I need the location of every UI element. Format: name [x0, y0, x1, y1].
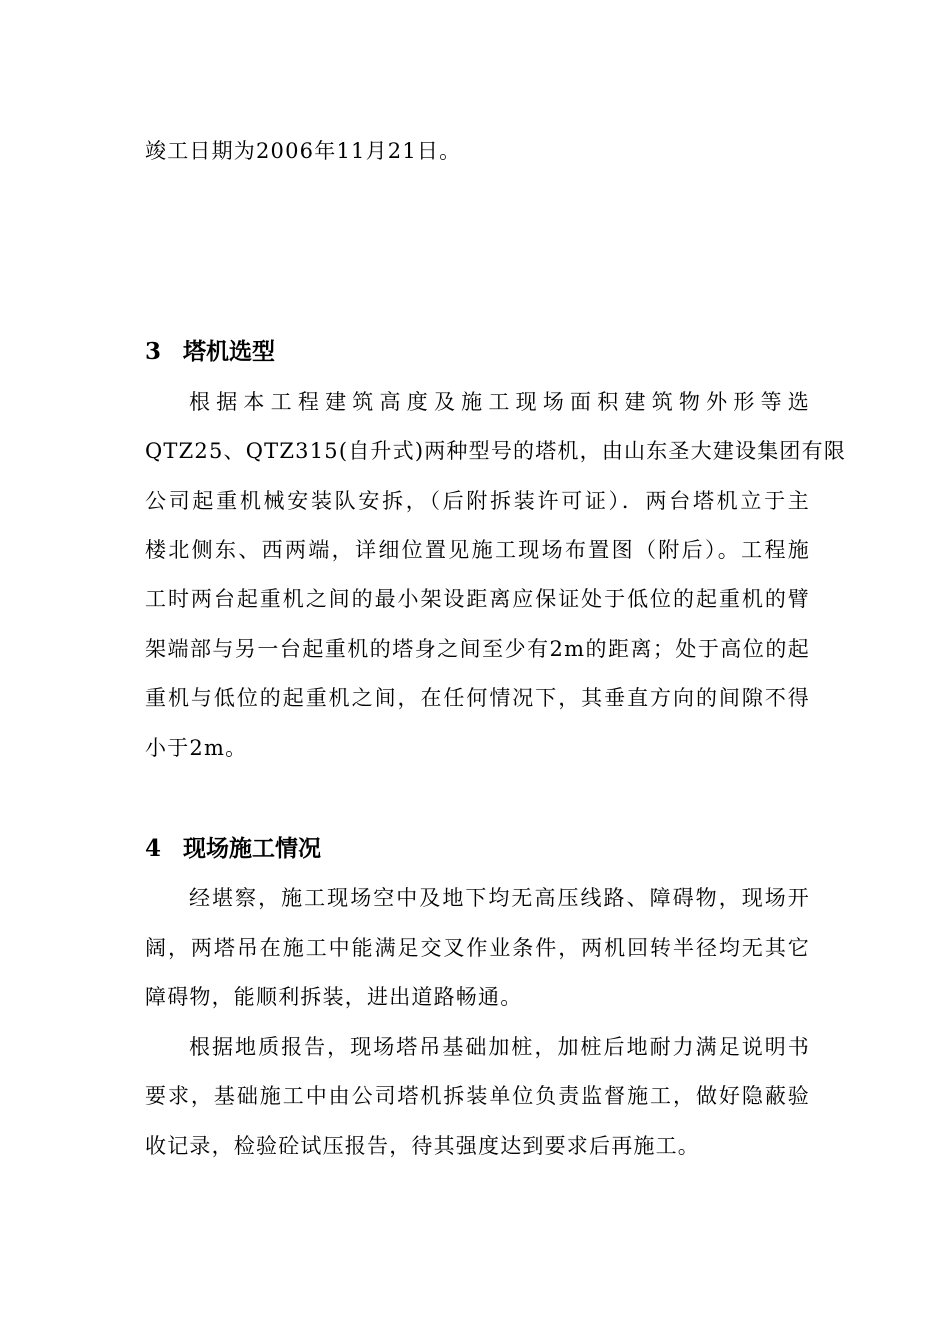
section-3-number: 3 [145, 338, 162, 365]
section-3-line-5: 工时两台起重机之间的最小架设距离应保证处于低位的起重机的臂 [145, 587, 810, 611]
section-4-para-1-line-1: 经堪察，施工现场空中及地下均无高压线路、障碍物，现场开 [189, 886, 810, 910]
section-3-line-1: 根据本工程建筑高度及施工现场面积建筑物外形等选 [189, 390, 810, 414]
section-4-para-2-line-3: 收记录，检验砼试压报告，待其强度达到要求后再施工。 [145, 1134, 700, 1158]
section-3-line-4: 楼北侧东、西两端，详细位置见施工现场布置图（附后）。工程施 [145, 538, 810, 562]
section-3-title: 塔机选型 [183, 338, 275, 365]
section-3-line-3: 公司起重机械安装队安拆，（后附拆装许可证）．两台塔机立于主 [145, 489, 810, 513]
section-3-line-6: 架端部与另一台起重机的塔身之间至少有2m的距离；处于高位的起 [145, 637, 810, 661]
section-3-line-7: 重机与低位的起重机之间，在任何情况下，其垂直方向的间隙不得 [145, 686, 810, 710]
section-4-para-1-line-3: 障碍物，能顺利拆装，进出道路畅通。 [145, 985, 523, 1009]
section-3-heading [145, 336, 275, 368]
section-4-para-1-line-2: 阔，两塔吊在施工中能满足交叉作业条件，两机回转半径均无其它 [145, 936, 810, 960]
section-4-number: 4 [145, 835, 162, 862]
section-4-para-2-line-1: 根据地质报告，现场塔吊基础加桩，加桩后地耐力满足说明书 [189, 1035, 810, 1059]
section-4-title: 现场施工情况 [183, 835, 321, 862]
section-4-para-2-line-2: 要求，基础施工中由公司塔机拆装单位负责监督施工，做好隐蔽验 [145, 1084, 810, 1108]
completion-date-line: 竣工日期为2006年11月21日。 [145, 139, 462, 163]
section-3-line-2: QTZ25、QTZ315(自升式)两种型号的塔机，由山东圣大建设集团有限 [145, 439, 847, 463]
section-3-line-8: 小于2m。 [145, 736, 248, 760]
section-4-heading [145, 833, 321, 865]
